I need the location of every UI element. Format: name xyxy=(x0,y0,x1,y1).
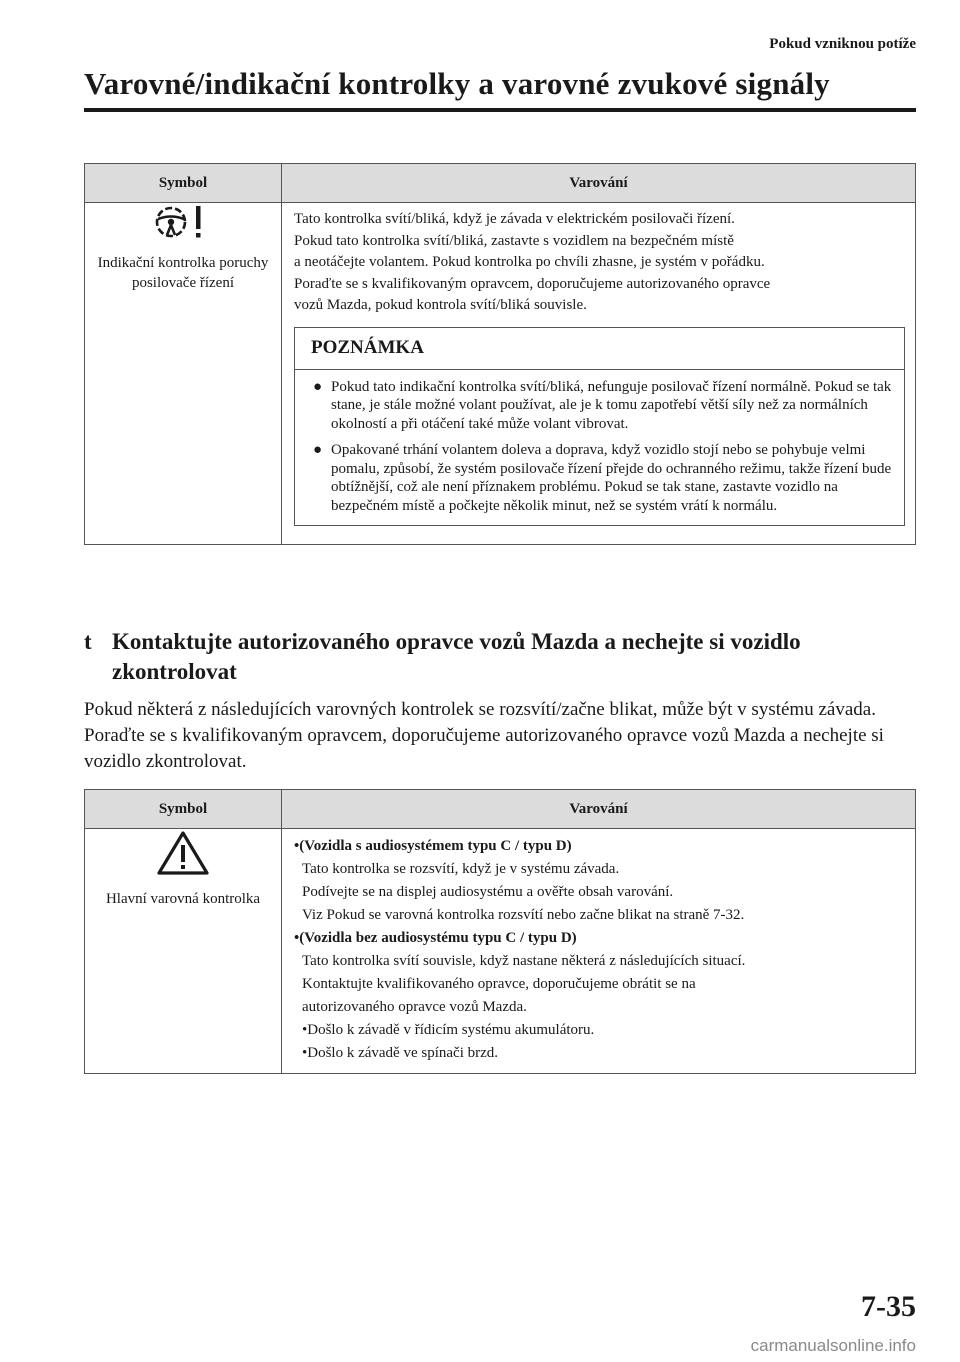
note-item-text: Pokud tato indikační kontrolka svítí/bliká, nefunguje posilovač řízení normálně. Pokud se tak stane, je stále možné volant používat, ale je k tomu zapotřebí větší síly než za normálních okolností a při otáčení také může volant vibrovat. xyxy=(331,378,892,432)
description-line: Tato kontrolka svítí souvisle, když nastane některá z následujících situací. xyxy=(302,953,746,969)
description-line: Pokud tato kontrolka svítí/bliká, zastavte s vozidlem na bezpečném místě xyxy=(294,232,734,249)
warning-cell xyxy=(282,203,916,545)
description-line: vozů Mazda, pokud kontrola svítí/bliká souvisle. xyxy=(294,297,587,313)
symbol-label: Hlavní varovná kontrolka xyxy=(105,891,261,907)
symbol-label: Indikační kontrolka poruchy posilovače řízení xyxy=(97,255,269,291)
col-warning-header: Varování xyxy=(282,790,916,829)
master-warning-triangle-icon xyxy=(85,829,281,883)
note-item-text: Opakované trhání volantem doleva a doprava, když vozidlo stojí nebo se pohybuje velmi pomalu, způsobí, že systém posilovače řízení přejde do ochranného režimu, takže řízení bude obtížnější, což ale není příznakem problému. Pokud se tak stane, zastavte vozidlo na bezpečném místě a počkejte několik minut, než se systém vrátí k normálu. xyxy=(331,442,892,514)
note-item xyxy=(311,378,894,434)
vehicle-category: •(Vozidla bez audiosystému typu C / typu D) xyxy=(294,930,577,946)
warning-description xyxy=(282,203,915,317)
section-heading xyxy=(84,627,916,687)
warning-table-2 xyxy=(84,789,916,1074)
note-box xyxy=(294,327,905,527)
power-steering-warning-icon xyxy=(85,203,281,247)
section-title: Pokud vzniknou potíže xyxy=(769,36,916,52)
warning-description xyxy=(282,829,915,1073)
symbol-cell xyxy=(85,203,282,545)
intro-paragraph: Pokud některá z následujících varovných kontrolek se rozsvítí/začne blikat, může být v systému závada. Poraďte se s kvalifikovaným opravcem, doporučujeme autorizovaného opravce vozů Mazda a nechejte si vozidlo zkontrolovat. xyxy=(84,699,884,772)
warning-cell xyxy=(282,829,916,1074)
description-line: Viz Pokud se varovná kontrolka rozsvítí nebo začne blikat na straně 7-32. xyxy=(302,907,745,923)
description-line: Tato kontrolka svítí/bliká, když je závada v elektrickém posilovači řízení. xyxy=(294,211,735,227)
vehicle-category: •(Vozidla s audiosystémem typu C / typu D) xyxy=(294,838,572,854)
bullet-icon: ● xyxy=(313,378,323,395)
description-line: Tato kontrolka se rozsvítí, když je v systému závada. xyxy=(302,861,620,877)
col-symbol-header: Symbol xyxy=(85,164,282,203)
section-bullet-icon: t xyxy=(84,629,92,654)
note-item xyxy=(311,441,894,515)
note-title: POZNÁMKA xyxy=(295,328,904,370)
note-list xyxy=(295,370,904,526)
description-line: a neotáčejte volantem. Pokud kontrolka po chvíli zhasne, je systém v pořádku. xyxy=(294,254,765,270)
table-row xyxy=(85,829,916,1074)
description-line: autorizovaného opravce vozů Mazda. xyxy=(302,999,527,1015)
description-line: Poraďte se s kvalifikovaným opravcem, doporučujeme autorizovaného opravce xyxy=(294,275,771,292)
header-rule xyxy=(84,108,916,112)
section-heading-text: Kontaktujte autorizovaného opravce vozů Mazda a nechejte si vozidlo zkontrolovat xyxy=(112,629,801,684)
description-line: Podívejte se na displej audiosystému a ověřte obsah varování. xyxy=(302,884,674,900)
col-warning-header: Varování xyxy=(282,164,916,203)
col-symbol-header: Symbol xyxy=(85,790,282,829)
page-number: 7-35 xyxy=(861,1290,916,1323)
page-title: Varovné/indikační kontrolky a varovné zvukové signály xyxy=(84,66,830,101)
table-row xyxy=(85,203,916,545)
warning-table-1 xyxy=(84,163,916,545)
symbol-cell xyxy=(85,829,282,1074)
bullet-icon: ● xyxy=(313,442,323,458)
description-line: •Došlo k závadě v řídicím systému akumulátoru. xyxy=(302,1022,595,1038)
description-line: Kontaktujte kvalifikovaného opravce, doporučujeme obrátit se na xyxy=(302,976,696,992)
description-line: •Došlo k závadě ve spínači brzd. xyxy=(302,1045,499,1061)
watermark: carmanualsonline.info xyxy=(750,1336,916,1355)
